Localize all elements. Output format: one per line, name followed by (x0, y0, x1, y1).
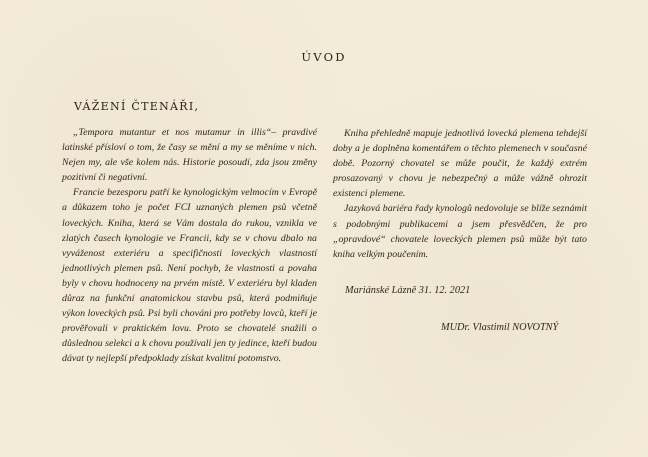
paragraph: Jazyková bariéra řady kynologů nedovoluje se blíže seznámit s podobnými publikacemi a jsem přesvědčen, že pro „opravdové“ chovatele loveckých plemen psů může být tato kniha velkým poučením. (333, 203, 587, 260)
paragraph: Kniha přehledně mapuje jednotlivá lovecká plemena tehdejší doby a je doplněna komentářem o těchto plemenech v současné době. Pozorný chovatel se může poučit, že každý extrém prosazovaný v chovu je nebezpečný a může vážně ohrozit existenci plemene. (333, 128, 587, 200)
paragraph: „Tempora mutantur et nos mutamur in illis“– pravdivé latinské přísloví o tom, že časy se mění a my se měníme v nich. Nejen my, ale vše kolem nás. Historie posoudí, zda jsou změny pozitivní či negativní. (62, 127, 317, 184)
page-title: ÚVOD (301, 50, 347, 64)
paragraph: Francie bezesporu patří ke kynologickým velmocím v Evropě a důkazem toho je počet FCI uznaných plemen psů včetně loveckých. Kniha, která se Vám dostala do rukou, vznikla ve zlatých časech kynologie ve Francii, kdy se v chovu dbalo na vyváženost exteriéru a specifičnosti loveckých vlastností jednotlivých plemen psů. Není pochyb, že vlastnosti a povaha byly v chovu hodnoceny na prvém místě. V exteriéru byl kladen důraz na funkční anatomickou stavbu psů, která podmiňuje výkon loveckých psů. Psi byli chováni pro potřeby lovců, kteří je prověřovali v praktickém lovu. Proto se chovatelé snažili o důslednou selekci a k chovu používali jen ty jedince, kteří budou dávat ty nejlepší předpoklady získat kvalitní potomstvo. (62, 187, 317, 365)
signature: MUDr. Vlastimil NOVOTNÝ (441, 322, 559, 333)
right-column (333, 126, 587, 262)
salutation: VÁŽENÍ ČTENÁŘI, (74, 100, 200, 113)
left-column (62, 125, 317, 367)
place-date: Mariánské Lázně 31. 12. 2021 (345, 285, 471, 296)
